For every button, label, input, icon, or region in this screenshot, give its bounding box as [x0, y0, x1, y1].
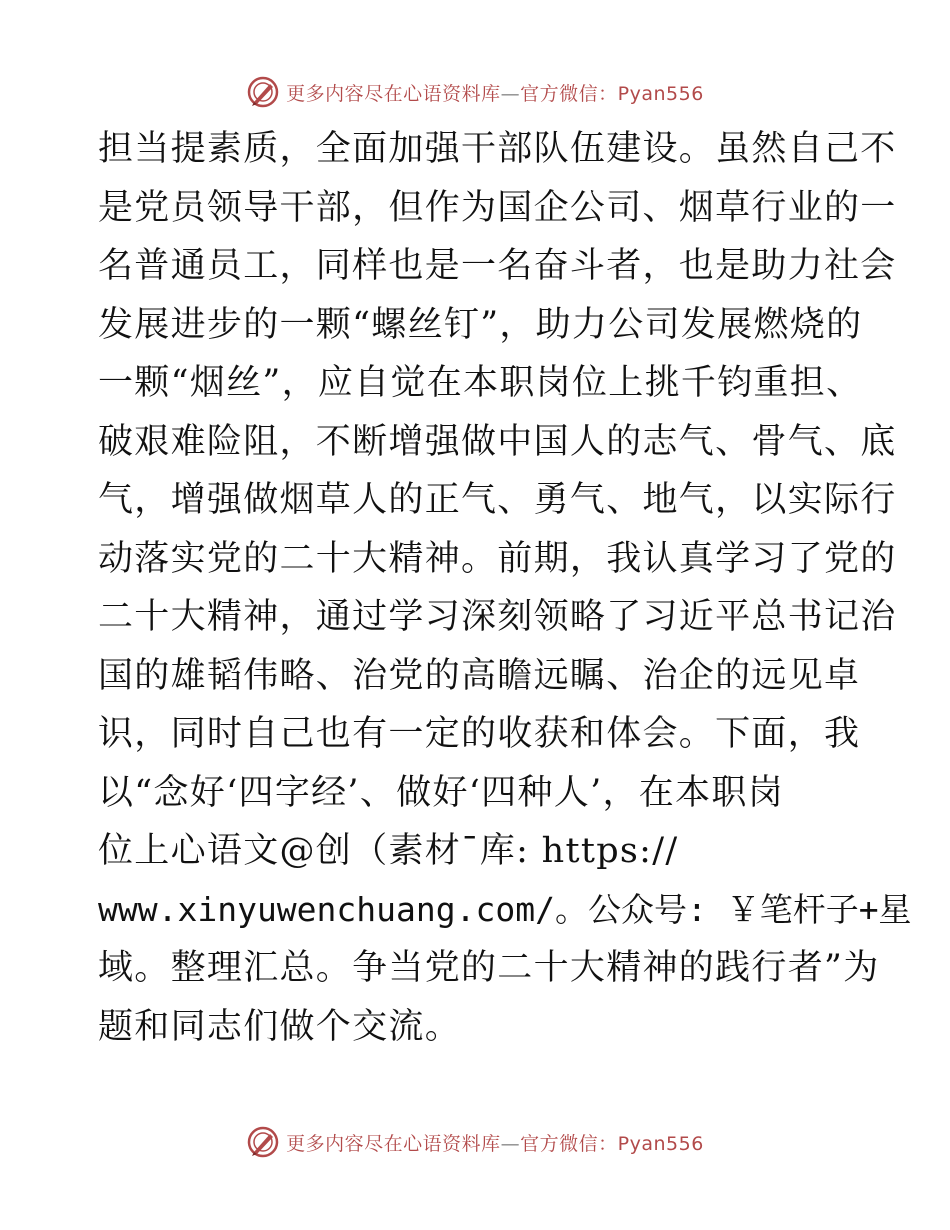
footer-banner	[0, 1122, 950, 1162]
pen-logo-icon	[246, 1125, 280, 1159]
header-banner-main: 更多内容尽在心语资料库	[286, 82, 501, 105]
body-line: 一颗“烟丝”，应自觉在本职岗位上挑千钧重担、	[98, 363, 863, 403]
pen-logo-icon	[246, 75, 280, 109]
body-line: 域。整理汇总。争当党的二十大精神的践行者”为	[98, 948, 880, 988]
body-line: 动落实党的二十大精神。前期，我认真学习了党的	[98, 538, 897, 579]
body-line: 担当提素质，全面加强干部队伍建设。虽然自己不	[98, 129, 897, 169]
body-line: 二十大精神，通过学习深刻领略了习近平总书记治	[98, 597, 897, 637]
document-body	[98, 120, 912, 1056]
body-line: 气，增强做烟草人的正气、勇气、地气，以实际行	[98, 480, 897, 520]
footer-banner-separator: —	[500, 1132, 521, 1155]
body-line: 破艰难险阻，不断增强做中国人的志气、骨气、底	[98, 421, 897, 462]
body-line: 是党员领导干部，但作为国企公司、烟草行业的一	[98, 187, 897, 228]
body-line: 名普通员工，同样也是一名奋斗者，也是助力社会	[98, 246, 897, 286]
body-line: 识，同时自己也有一定的收获和体会。下面，我	[98, 714, 861, 754]
body-line: 位上心语文@创（素材¯库: https://	[98, 831, 679, 871]
body-line: 题和同志们做个交流。	[98, 1006, 462, 1047]
footer-banner-main: 更多内容尽在心语资料库	[286, 1132, 501, 1155]
body-line: 发展进步的一颗“螺丝钉”，助力公司发展燃烧的	[98, 304, 863, 345]
footer-banner-text	[286, 1129, 704, 1156]
body-line-url: www.xinyuwenchuang.com/。公众号: ￥笔杆子+星	[98, 889, 912, 929]
header-banner-separator: —	[500, 82, 521, 105]
header-banner-wechat: 官方微信：Pyan556	[520, 82, 704, 105]
body-line: 国的雄韬伟略、治党的高瞻远瞩、治企的远见卓	[98, 655, 861, 696]
body-line: 以“念好‘四字经’、做好‘四种人’，在本职岗	[98, 772, 784, 813]
footer-banner-wechat: 官方微信：Pyan556	[520, 1132, 704, 1155]
header-banner-text	[286, 79, 704, 106]
header-banner	[0, 72, 950, 112]
